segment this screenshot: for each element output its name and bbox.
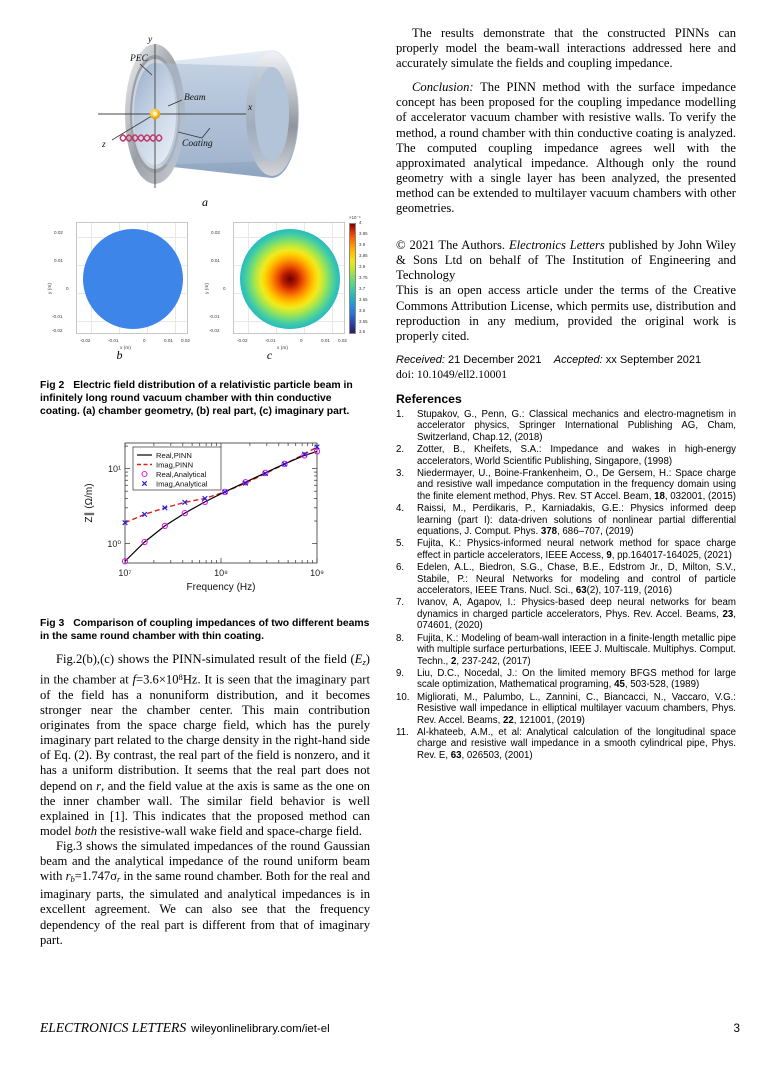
- reference-text: Edelen, A.L., Biedron, S.G., Chase, B.E., Edstrom Jr., D, Milton, S.V., Stabile, P.: Neural Networks for modeling and control of particle accelerators, IEEE Trans. Nucl. Sci., 63(2), 107-119, (2016): [417, 562, 736, 597]
- right-paragraph-1: The results demonstrate that the constructed PINNs can properly model the beam-wall interactions addressed here and accurately simulate the fields and coupling impedance.: [396, 26, 736, 71]
- colorbar-tick-7: 3.65: [359, 297, 368, 302]
- real-xaxis-label: x (m): [120, 346, 131, 351]
- colorbar-tick-4: 3.8: [359, 264, 366, 269]
- reference-number: 5.: [396, 538, 405, 550]
- imag-part-disc: [240, 229, 340, 329]
- figure-1-letter: a: [202, 195, 208, 209]
- received-label: Received:: [396, 353, 445, 366]
- figure-1-label-pec: PEC: [130, 54, 148, 64]
- figure-2b-real-part: [40, 218, 199, 363]
- two-column-layout: [40, 26, 740, 948]
- figure-1-label-beam: Beam: [184, 93, 206, 103]
- figure-2c-letter: c: [266, 348, 273, 362]
- reference-number: 7.: [396, 597, 405, 609]
- imag-ytick-3: -0.01: [209, 314, 220, 319]
- reference-item: [396, 468, 736, 503]
- colorbar-tick-0: 4: [359, 220, 362, 225]
- reference-text: Stupakov, G., Penn, G.: Classical mechanics and electro-magnetism in accelerator physics, Springer International Publishing AG, Cham, Switzerland, Chap.12, (2018): [417, 408, 736, 443]
- figure-3-caption: [40, 617, 370, 643]
- reference-item: [396, 633, 736, 668]
- received-value: 21 December 2021: [447, 353, 542, 366]
- imag-xaxis-label: x (m): [277, 346, 288, 351]
- reference-text: Liu, D.C., Nocedal, J.: On the limited memory BFGS method for large scale optimization, Mathematical programing, 45, 503-528, (1989): [417, 667, 736, 691]
- reference-number: 4.: [396, 503, 405, 515]
- reference-item: [396, 409, 736, 444]
- real-xtick-0: -0.02: [80, 338, 91, 343]
- accepted-value: xx September 2021: [605, 353, 702, 366]
- footer-page-number: 3: [733, 1022, 740, 1035]
- imag-ytick-2: 0: [223, 286, 226, 291]
- reference-text: Ivanov, A, Agapov, I.: Physics-based deep neural networks for beam dynamics in charged particle accelerators, Phys. Rev. Accel. Beams, 23, 074601, (2020): [417, 597, 736, 632]
- imag-ytick-1: 0.01: [211, 258, 220, 263]
- chart-legend-label-1: Imag,PINN: [156, 460, 194, 470]
- figure-2b-letter: b: [116, 348, 123, 362]
- figure-1-axis-y: y: [148, 35, 153, 45]
- reference-number: 1.: [396, 408, 405, 420]
- reference-item: [396, 692, 736, 727]
- real-ytick-4: -0.02: [52, 328, 63, 333]
- figure-3-caption-text: Comparison of coupling impedances of two different beams in the same round chamber with thin coating.: [40, 617, 370, 642]
- reference-number: 9.: [396, 667, 405, 679]
- imag-xtick-0: -0.02: [237, 338, 248, 343]
- colorbar-tick-3: 3.85: [359, 253, 368, 258]
- reference-number: 8.: [396, 632, 405, 644]
- imag-xtick-2: 0: [300, 338, 303, 343]
- imag-ytick-4: -0.02: [209, 328, 220, 333]
- imag-xtick-4: 0.02: [338, 338, 347, 343]
- figure-2c-imaginary-part: [199, 215, 370, 363]
- reference-number: 10.: [396, 691, 410, 703]
- colorbar-tick-1: 3.95: [359, 231, 368, 236]
- copyright-text: © 2021 The Authors. Electronics Letters published by John Wiley & Sons Ltd on behalf of The Institution of Engineering and Technology: [396, 238, 736, 283]
- footer-url[interactable]: wileyonlinelibrary.com/iet-el: [191, 1023, 330, 1035]
- chart-legend-label-0: Real,PINN: [156, 450, 192, 460]
- reference-item: [396, 503, 736, 538]
- real-ytick-3: -0.01: [52, 314, 63, 319]
- page-footer: [40, 1020, 740, 1036]
- accepted-label: Accepted:: [553, 353, 603, 366]
- reference-number: 6.: [396, 562, 405, 573]
- real-ytick-1: 0.01: [54, 258, 63, 263]
- reference-item: [396, 444, 736, 467]
- real-xtick-2: 0: [143, 338, 146, 343]
- imag-yaxis-label: y (m): [205, 283, 211, 294]
- reference-number: 2.: [396, 444, 405, 456]
- publication-dates: [396, 353, 736, 367]
- footer-journal-name: ELECTRONICS LETTERS: [40, 1020, 187, 1035]
- reference-number: 11.: [396, 726, 409, 738]
- reference-item: [396, 538, 736, 561]
- figure-1-label-coating: Coating: [182, 139, 213, 149]
- references-list: [396, 409, 736, 762]
- colorbar-tick-9: 3.55: [359, 319, 368, 324]
- figure-1-chamber-geometry: [40, 28, 370, 210]
- real-ytick-2: 0: [66, 286, 69, 291]
- reference-text: Niedermayer, U., Boine-Frankenheim, O., De Gersem, H.: Space charge and resistive wall impedance computation in the frequency domain using the finite element method, Phys. Rev. ST Accel. Beam, 18, 032001, (2015): [417, 467, 736, 502]
- license-text: This is an open access article under the terms of the Creative Commons Attribution License, which permits use, distribution and reproduction in any medium, provided the original work is properly cited.: [396, 283, 736, 343]
- imag-part-axes: [233, 222, 345, 334]
- figure-1-axis-z: z: [102, 140, 106, 150]
- reference-text: Fujita, K.: Modeling of beam-wall interaction in a finite-length metallic pipe with multiple surface perturbations, IEEE J. Multiscale. Multiphys. Comput. Techn., 2, 237-242, (2017): [417, 632, 736, 667]
- colorbar-exponent: ×10⁻⁹: [349, 215, 361, 220]
- real-part-disc: [83, 229, 183, 329]
- colorbar-tick-2: 3.9: [359, 242, 366, 247]
- figure-1-axis-x: x: [248, 103, 253, 113]
- reference-item: [396, 727, 736, 762]
- colorbar-tick-8: 3.6: [359, 308, 366, 313]
- colorbar-tick-6: 3.7: [359, 286, 366, 291]
- reference-item: [396, 668, 736, 691]
- figure-3-caption-tag: Fig 3: [40, 617, 65, 629]
- reference-text: Al-khateeb, A.M., et al: Analytical calculation of the longitudinal space charge and resistive wall impedance in a smooth cylindrical pipe, Phys. Rev. E, 63, 026503, (2001): [417, 726, 736, 761]
- real-ytick-0: 0.02: [54, 230, 63, 235]
- chart-ytick-1: 10¹: [107, 463, 121, 474]
- reference-text: Raissi, M., Perdikaris, P., Karniadakis, G.E.: Physics informed deep learning (part I): data-driven solutions of nonlinear partial differential equations, J. Comput. Phys. 378, 686–707, (2019): [417, 503, 736, 538]
- references-heading: References: [396, 391, 462, 406]
- reference-text: Fujita, K.: Physics-informed neural network method for space charge effect in particle accelerators, IEEE Access, 9, pp.164017-164025, (2021): [417, 538, 736, 561]
- colorbar-tick-5: 3.75: [359, 275, 368, 280]
- reference-text: Zotter, B., Kheifets, S.A.: Impedance and wakes in high-energy accelerators, World Scientific Publishing, Singapore, (1998): [417, 444, 736, 467]
- figure-3-impedance-chart: [40, 431, 370, 606]
- real-xtick-1: -0.01: [108, 338, 119, 343]
- figure-2-caption-text: Electric field distribution of a relativistic particle beam in infinitely long round vacuum chamber with thin conductive coating. (a) chamber geometry, (b) real part, (c) imaginary part.: [40, 380, 353, 418]
- figure-2-caption: [40, 379, 370, 419]
- chart-xtick-1: 10⁸: [214, 567, 228, 578]
- reference-item: [396, 597, 736, 632]
- imag-xtick-1: -0.01: [265, 338, 276, 343]
- chart-ytick-0: 10⁰: [107, 538, 121, 549]
- colorbar: [349, 223, 356, 334]
- reference-number: 3.: [396, 467, 405, 479]
- reference-item: [396, 562, 736, 597]
- right-column: [396, 26, 736, 948]
- chart-legend-label-2: Real,Analytical: [156, 469, 207, 479]
- conclusion-paragraph: Conclusion: The PINN method with the surface impedance concept has been proposed for the coupling impedance modelling of accelerator vacuum chamber with resistive walls. To verify the method, a round chamber with thin conductive coating is analyzed. The computed coupling impedance agrees well with the approximated analytical impedance. Although only the round geometry with a single layer has been analyzed, the presented method can be extended to multilayer vacuum chambers with other geometries.: [396, 80, 736, 216]
- chart-yaxis-label: Z∥ (Ω/m): [84, 483, 95, 523]
- real-yaxis-label: y (m): [48, 283, 53, 294]
- chart-xtick-2: 10⁹: [310, 567, 324, 578]
- left-paragraph-2: Fig.3 shows the simulated impedances of the round Gaussian beam and the analytical impedance of the round uniform beam with $r_b=1.747\sigma_r$ in the same round chamber. Both for the real and imaginary parts, the simulated and analytical impedances is in excellent agreement. We can also see that the frequency dependency of the real part is different from that of imaginary part.: [40, 838, 370, 947]
- chart-legend-label-3: Imag,Analytical: [156, 479, 208, 489]
- figure-2-caption-tag: Fig 2: [40, 380, 65, 391]
- colorbar-tick-10: 3.5: [359, 329, 366, 334]
- doi-text: doi: 10.1049/ell2.10001: [396, 367, 508, 381]
- imag-ytick-0: 0.02: [211, 230, 220, 235]
- real-xtick-4: 0.02: [181, 338, 190, 343]
- figure-2-field-maps: [40, 215, 370, 368]
- left-column: [40, 26, 370, 948]
- chart-xtick-0: 10⁷: [118, 567, 132, 578]
- imag-xtick-3: 0.01: [321, 338, 330, 343]
- reference-text: Migliorati, M., Palumbo, L., Zannini, C., Biancacci, N., Vaccaro, V.G.: Resistive wall impedance in elliptical multilayer vacuum chambers, Phys. Rev. Accel. Beams, 22, 121001, (2019): [417, 691, 736, 726]
- left-paragraph-1: Fig.2(b),(c) shows the PINN-simulated result of the field $(E_z)$ in the chamber at $f=3.6\times 10^8Hz$. It is seen that the imaginary part of the field has a nonuniform distribution, and it becomes stronger near the chamber center. This main contribution originates from the space charge field, which has the purely imaginary part related to the charge density in the right-hand side of Eq. (2). By contrast, the real part of the field is nonzero, and it has a uniform distribution. It seems that the real part does not depend on r, and the field value at the axis is same as the one on the inner chamber wall. The similar field behavior is well explained in [1]. This indicates that the proposed method can model both the resistive-wall wake field and space-charge field.: [40, 652, 370, 838]
- real-part-axes: [76, 222, 188, 334]
- chart-xaxis-label: Frequency (Hz): [186, 581, 256, 593]
- real-xtick-3: 0.01: [164, 338, 173, 343]
